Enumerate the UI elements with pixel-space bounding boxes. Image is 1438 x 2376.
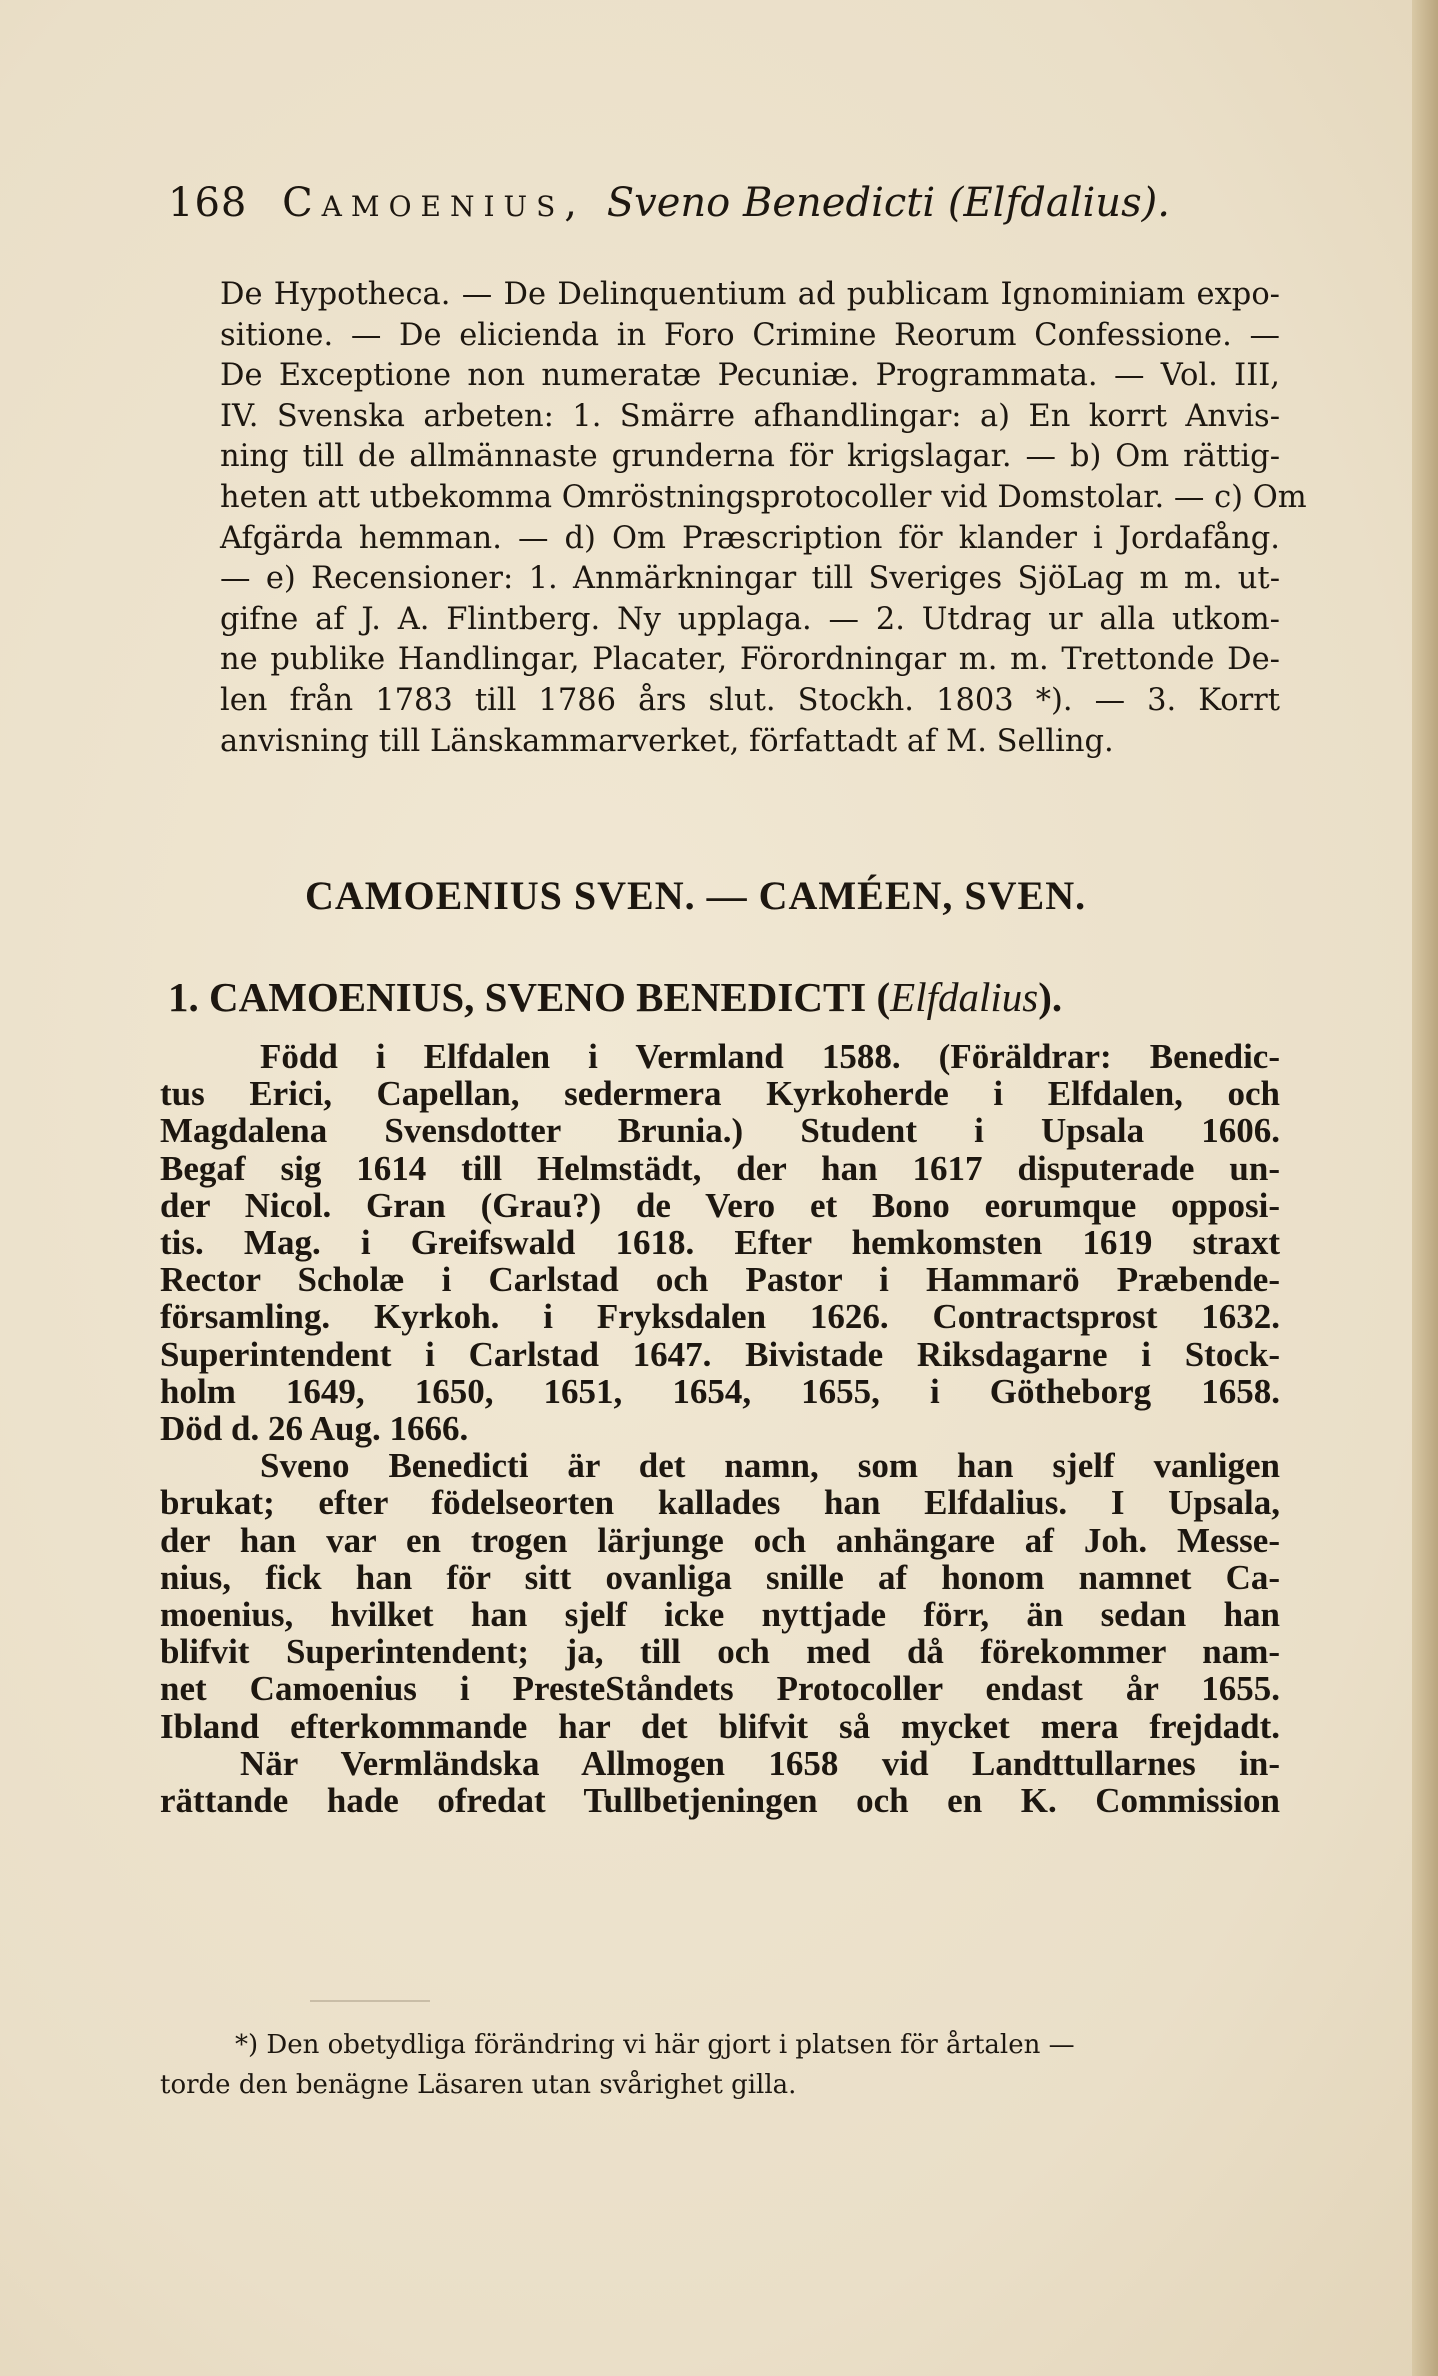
body-line: holm 1649, 1650, 1651, 1654, 1655, i Götheborg 1658. — [160, 1371, 1280, 1411]
paragraph-line: De Hypotheca. — De Delinquentium ad publicam Ignominiam expo- — [220, 277, 1280, 312]
body-line: tis. Mag. i Greifswald 1618. Efter hemkomsten 1619 straxt — [160, 1223, 1280, 1263]
paragraph-line: ne publike Handlingar, Placater, Förordningar m. m. Trettonde De- — [220, 642, 1280, 678]
paragraph-line: — e) Recensioner: 1. Anmärkningar till Sveriges SjöLag m m. ut- — [220, 561, 1280, 597]
running-head — [168, 180, 1268, 226]
biography-text — [160, 1038, 1280, 1819]
paragraph-line: De Exceptione non numeratæ Pecuniæ. Programmata. — Vol. III, — [220, 358, 1280, 394]
body-line: församling. Kyrkoh. i Fryksdalen 1626. Contractsprost 1632. — [160, 1297, 1280, 1337]
body-line: Rector Scholæ i Carlstad och Pastor i Hammarö Præbende- — [160, 1260, 1280, 1300]
paragraph-line: anvisning till Länskammarverket, författadt af M. Selling. — [220, 723, 1114, 759]
body-line: Född i Elfdalen i Vermland 1588. (Föräldrar: Benedic- — [260, 1037, 1280, 1076]
body-line: Superintendent i Carlstad 1647. Bivistade Riksdagarne i Stock- — [160, 1334, 1280, 1374]
paragraph-line: gifne af J. A. Flintberg. Ny upplaga. — 2. Utdrag ur alla utkom- — [220, 601, 1280, 637]
body-line: Begaf sig 1614 till Helmstädt, der han 1617 disputerade un- — [160, 1148, 1280, 1188]
body-line: Ibland efterkommande har det blifvit så mycket mera frejdadt. — [160, 1706, 1280, 1746]
footnote-divider — [310, 2000, 430, 2002]
paragraph-line: heten att utbekomma Omröstningsprotocoller vid Domstolar. — c) Om — [220, 479, 1307, 515]
paragraph-line: IV. Svenska arbeten: 1. Smärre afhandlingar: a) En korrt Anvis- — [220, 398, 1280, 434]
section-title: CAMOENIUS SVEN. — CAMÉEN, SVEN. — [305, 873, 1087, 918]
footnote-line: *) Den obetydliga förändring vi här gjort i platsen för årtalen — — [235, 2030, 1075, 2060]
entry-heading-italic: Elfdalius — [890, 974, 1039, 1020]
body-line: Död d. 26 Aug. 1666. — [160, 1409, 469, 1449]
page-number: 168 — [168, 180, 248, 226]
body-line: nius, fick han för sitt ovanliga snille af honom namnet Ca- — [160, 1557, 1280, 1597]
body-line: net Camoenius i PresteStåndets Protocoller endast år 1655. — [160, 1669, 1280, 1709]
paragraph-line: len från 1783 till 1786 års slut. Stockh. 1803 *). — 3. Korrt — [220, 682, 1280, 718]
body-line: rättande hade ofredat Tullbetjeningen och en K. Commission — [160, 1781, 1280, 1821]
paragraph-line: sitione. — De elicienda in Foro Crimine Reorum Confessione. — — [220, 317, 1280, 353]
page-edge — [1412, 0, 1438, 2376]
body-line: der Nicol. Gran (Grau?) de Vero et Bono eorumque opposi- — [160, 1185, 1280, 1225]
entry-heading — [168, 973, 1298, 1021]
bibliography-paragraph — [220, 275, 1307, 762]
footnote — [160, 2025, 1280, 2105]
entry-heading-suffix: ). — [1038, 974, 1063, 1020]
body-line: blifvit Superintendent; ja, till och med då förekommer nam- — [160, 1632, 1280, 1672]
running-head-author: Camoenius, — [282, 180, 587, 226]
footnote-line: torde den benägne Läsaren utan svårighet gilla. — [160, 2070, 797, 2100]
entry-heading-prefix: 1. CAMOENIUS, SVENO BENEDICTI ( — [168, 974, 891, 1020]
paragraph-line: Afgärda hemman. — d) Om Præscription för klander i Jordafång. — [220, 520, 1280, 556]
body-line: När Vermländska Allmogen 1658 vid Landttullarnes in- — [240, 1743, 1280, 1783]
body-line: Sveno Benedicti är det namn, som han sjelf vanligen — [260, 1446, 1280, 1486]
body-line: moenius, hvilket han sjelf icke nyttjade förr, än sedan han — [160, 1595, 1280, 1635]
body-line: der han var en trogen lärjunge och anhängare af Joh. Messe- — [160, 1520, 1280, 1560]
body-line: Magdalena Svensdotter Brunia.) Student i Upsala 1606. — [160, 1111, 1280, 1151]
body-line: brukat; efter födelseorten kallades han Elfdalius. I Upsala, — [160, 1483, 1280, 1523]
body-line: tus Erici, Capellan, sedermera Kyrkoherde i Elfdalen, och — [160, 1074, 1280, 1114]
paragraph-line: ning till de allmännaste grunderna för krigslagar. — b) Om rättig- — [220, 439, 1280, 475]
running-head-italic: Sveno Benedicti (Elfdalius). — [606, 180, 1170, 226]
